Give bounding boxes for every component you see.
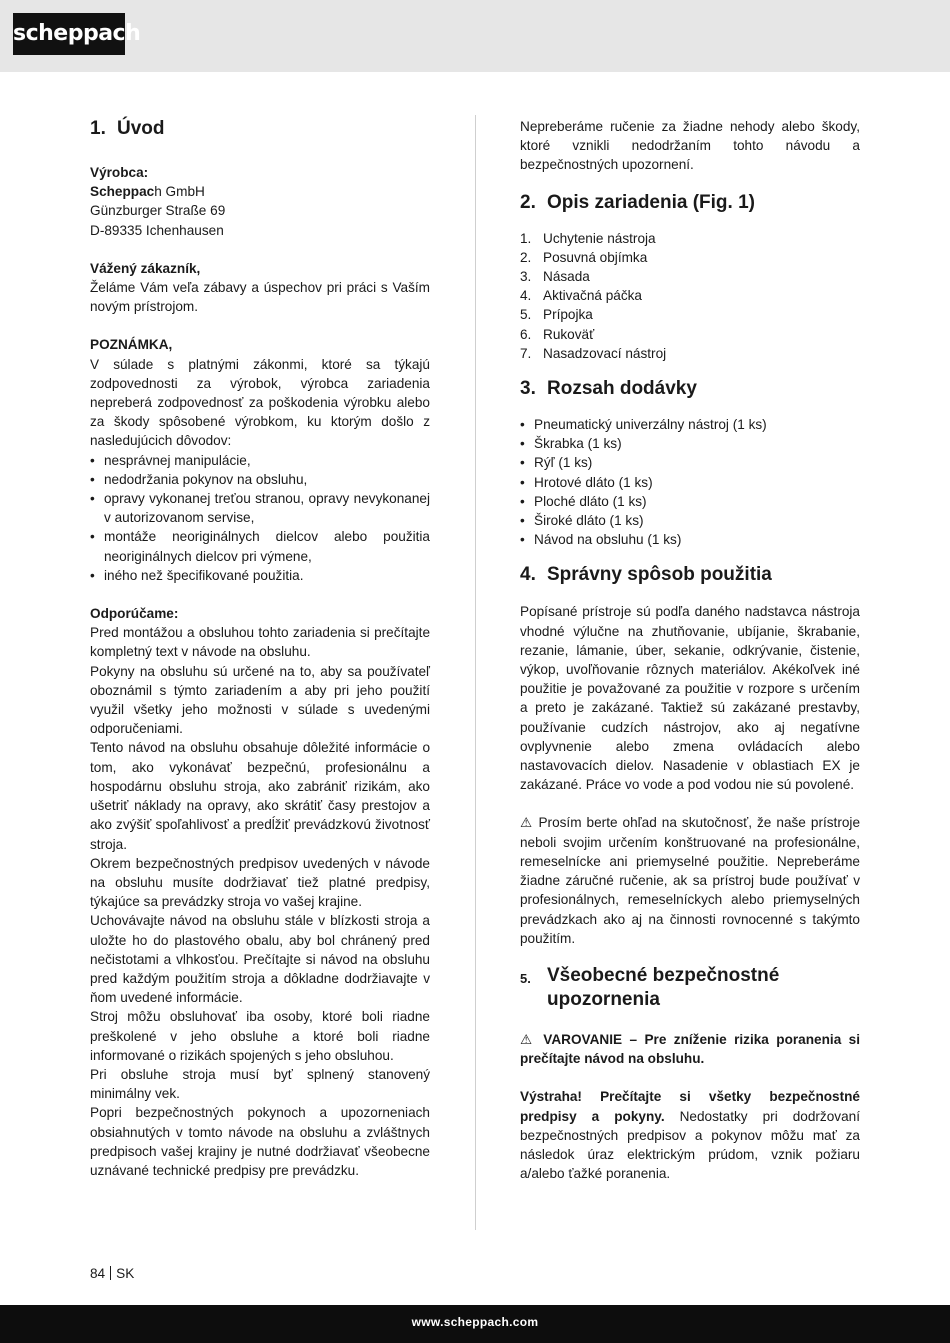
website-url: www.scheppach.com — [411, 1315, 539, 1329]
note-text: V súlade s platnými zákonmi, ktoré sa týkajú zodpovednosti za výrobok, výrobca zariadenia nepreberá zodpovednosť za poškodenia výrobku alebo za škody spôsobené výrobkom, ku ktorým došlo z nasledujúcich dôvodov: — [90, 356, 430, 449]
list-item: • opravy vykonanej treťou stranou, opravy nevykonanej v autorizovanom servise, — [90, 489, 430, 527]
manufacturer-label: Výrobca: — [90, 165, 149, 180]
footer-bar — [0, 1305, 950, 1343]
list-item: • Rýľ (1 ks) — [520, 453, 860, 472]
list-item: 3. Násada — [520, 269, 590, 285]
recommendation-paragraph: Pokyny na obsluhu sú určené na to, aby sa používateľ oboznámil s týmto zariadením a aby pri jeho použití využil všetky jeho možnosti v súlade s uvedenými odporučeniami. — [90, 663, 430, 737]
warning-triangle-icon: ⚠ — [520, 1031, 536, 1047]
warning-text: ⚠ VAROVANIE – Pre zníženie rizika poranenia si prečítajte návod na obsluhu. — [520, 1031, 861, 1067]
list-item: • Široké dláto (1 ks) — [520, 511, 860, 530]
customer-label: Vážený zákazník, — [90, 260, 201, 276]
list-item: • montáže neoriginálnych dielcov alebo použitia neoriginálnych dielcov pri výmene, — [90, 527, 430, 565]
list-item: 2. Posuvná objímka — [520, 249, 648, 265]
device-parts-list — [520, 229, 860, 363]
list-item: • Návod na obsluhu (1 ks) — [520, 530, 860, 549]
delivery-list — [520, 415, 860, 549]
list-item: • iného než špecifikované použitia. — [90, 566, 430, 585]
recommendation-paragraph: Stroj môžu obsluhovať iba osoby, ktoré boli riadne preškolené v jeho obsluhe a ktoré boli riadne informované o rizikách spojených s jeho obsluhou. — [90, 1009, 430, 1063]
list-item: 5. Prípojka — [520, 307, 593, 323]
right-column — [520, 117, 860, 1183]
warning-triangle-icon: ⚠ — [520, 815, 534, 831]
recommendation-paragraph: Pri obsluhe stroja musí byť splnený stanovený minimálny vek. — [90, 1066, 430, 1102]
column-divider — [475, 115, 476, 1230]
professional-use-text: ⚠ Prosím berte ohľad na skutočnosť, že naše prístroje neboli svojim určením konštruované na profesionálne, remeselnícke ani priemyselné použitie. Nepreberáme žiadne záručné ručenie, ak sa prístroj bude používať v profesionálnych, remeselníckych alebo priemyselných prevádzkach ako aj na činnosti rovnocenné s takýmto použitím. — [520, 815, 860, 946]
list-item: 4. Aktivačná páčka — [520, 288, 642, 304]
section-4-heading: 4. Správny spôsob použitia — [520, 564, 772, 586]
section-1-heading: 1. Úvod — [90, 118, 165, 139]
list-item: • Pneumatický univerzálny nástroj (1 ks) — [520, 415, 860, 434]
page-header — [0, 0, 950, 72]
recommendation-paragraph: Tento návod na obsluhu obsahuje dôležité informácie o tom, ako vykonávať bezpečnú, profesionálnu a hospodárnu obsluhu stroja, ako zabrániť rizikám, ako ušetriť náklady na opravy, ako skrátiť časy prestojov a ako zvýšiť spoľahlivosť a predĺžiť prevádzkovú životnosť stroja. — [90, 740, 430, 852]
list-item: • nedodržania pokynov na obsluhu, — [90, 470, 430, 489]
street-address: Günzburger Straße 69 — [90, 203, 226, 219]
note-list — [90, 451, 430, 585]
list-item: • Ploché dláto (1 ks) — [520, 492, 860, 511]
city-address: D-89335 Ichenhausen — [90, 222, 224, 238]
customer-text: Želáme Vám veľa zábavy a úspechov pri práci s Vaším novým prístrojom. — [90, 280, 430, 315]
list-item: 6. Rukoväť — [520, 326, 595, 342]
list-item: • Hrotové dláto (1 ks) — [520, 473, 860, 492]
disclaimer-text: Nepreberáme ručenie za žiadne nehody alebo škody, ktoré vznikli nedodržaním tohto návodu a bezpečnostných upozornení. — [520, 119, 860, 173]
recommendation-paragraph: Pred montážou a obsluhou tohto zariadenia si prečítajte kompletný text v návode na obsluhu. — [90, 625, 430, 660]
left-column — [90, 117, 430, 1180]
page-number: 84 SK — [90, 1266, 135, 1281]
scheppach-logo: scheppach — [13, 13, 125, 55]
list-item: 7. Nasadzovací nástroj — [520, 345, 667, 361]
list-item: 1. Uchytenie nástroja — [520, 230, 656, 246]
section-2-heading: 2. Opis zariadenia (Fig. 1) — [520, 191, 755, 213]
section-3-heading: 3. Rozsah dodávky — [520, 378, 697, 400]
list-item: • Škrabka (1 ks) — [520, 434, 860, 453]
company-name: Scheppach GmbH — [90, 184, 205, 200]
note-label: POZNÁMKA, — [90, 337, 173, 353]
list-item: • nesprávnej manipulácie, — [90, 451, 430, 470]
recommendation-paragraph: Okrem bezpečnostných predpisov uvedených v návode na obsluhu musíte dodržiavať tiež platné predpisy, týkajúce sa prevádzky stroja vo vašej krajine. — [90, 855, 430, 910]
intended-use-text: Popísané prístroje sú podľa daného nadstavca nástroja vhodné výlučne na zhutňovanie, ubíjanie, škrabanie, rezanie, lámanie, úber, sekanie, odkrývanie, čistenie, výkop, uvoľňovanie rôznych materiálov. Akékoľvek iné použitie je považované za použitie v rozpore s určením a preto je zakázané. Taktiež sú zakázané prestavby, používanie cudzích nástrojov, ako aj negatívne ovplyvnenie alebo zmena ovládacích alebo nastavovacích dielov. Nasadenie v oblastiach EX je zakázané. Práce vo vode a pod vodou nie sú povolené. — [520, 604, 860, 793]
section-5-heading: 5. Všeobecné bezpečnostné upozornenia — [520, 964, 780, 1010]
caution-text: Výstraha! Prečítajte si všetky bezpečnostné predpisy a pokyny. Nedostatky pri dodržovaní bezpečnostných predpisov a pokynov môžu mať za následok úraz elektrickým prúdom, vznik požiaru a/alebo ťažké poranenia. — [520, 1089, 860, 1182]
recommendation-label: Odporúčame: — [90, 606, 179, 622]
recommendation-paragraph: Uchovávajte návod na obsluhu stále v blízkosti stroja a uložte ho do plastového obalu, aby bol chránený pred nečistotami a vlhkosťou. Prečítajte si návod na obsluhu pred každým použitím stroja a dôkladne dodržiavajte v ňom uvedené informácie. — [90, 913, 430, 1006]
recommendation-paragraph: Popri bezpečnostných pokynoch a upozorneniach obsiahnutých v tomto návode na obsluhu a zvláštnych predpisoch vašej krajiny je nutné dodržiavať všeobecne uznávané technické predpisy pre prevádzku. — [90, 1105, 430, 1178]
